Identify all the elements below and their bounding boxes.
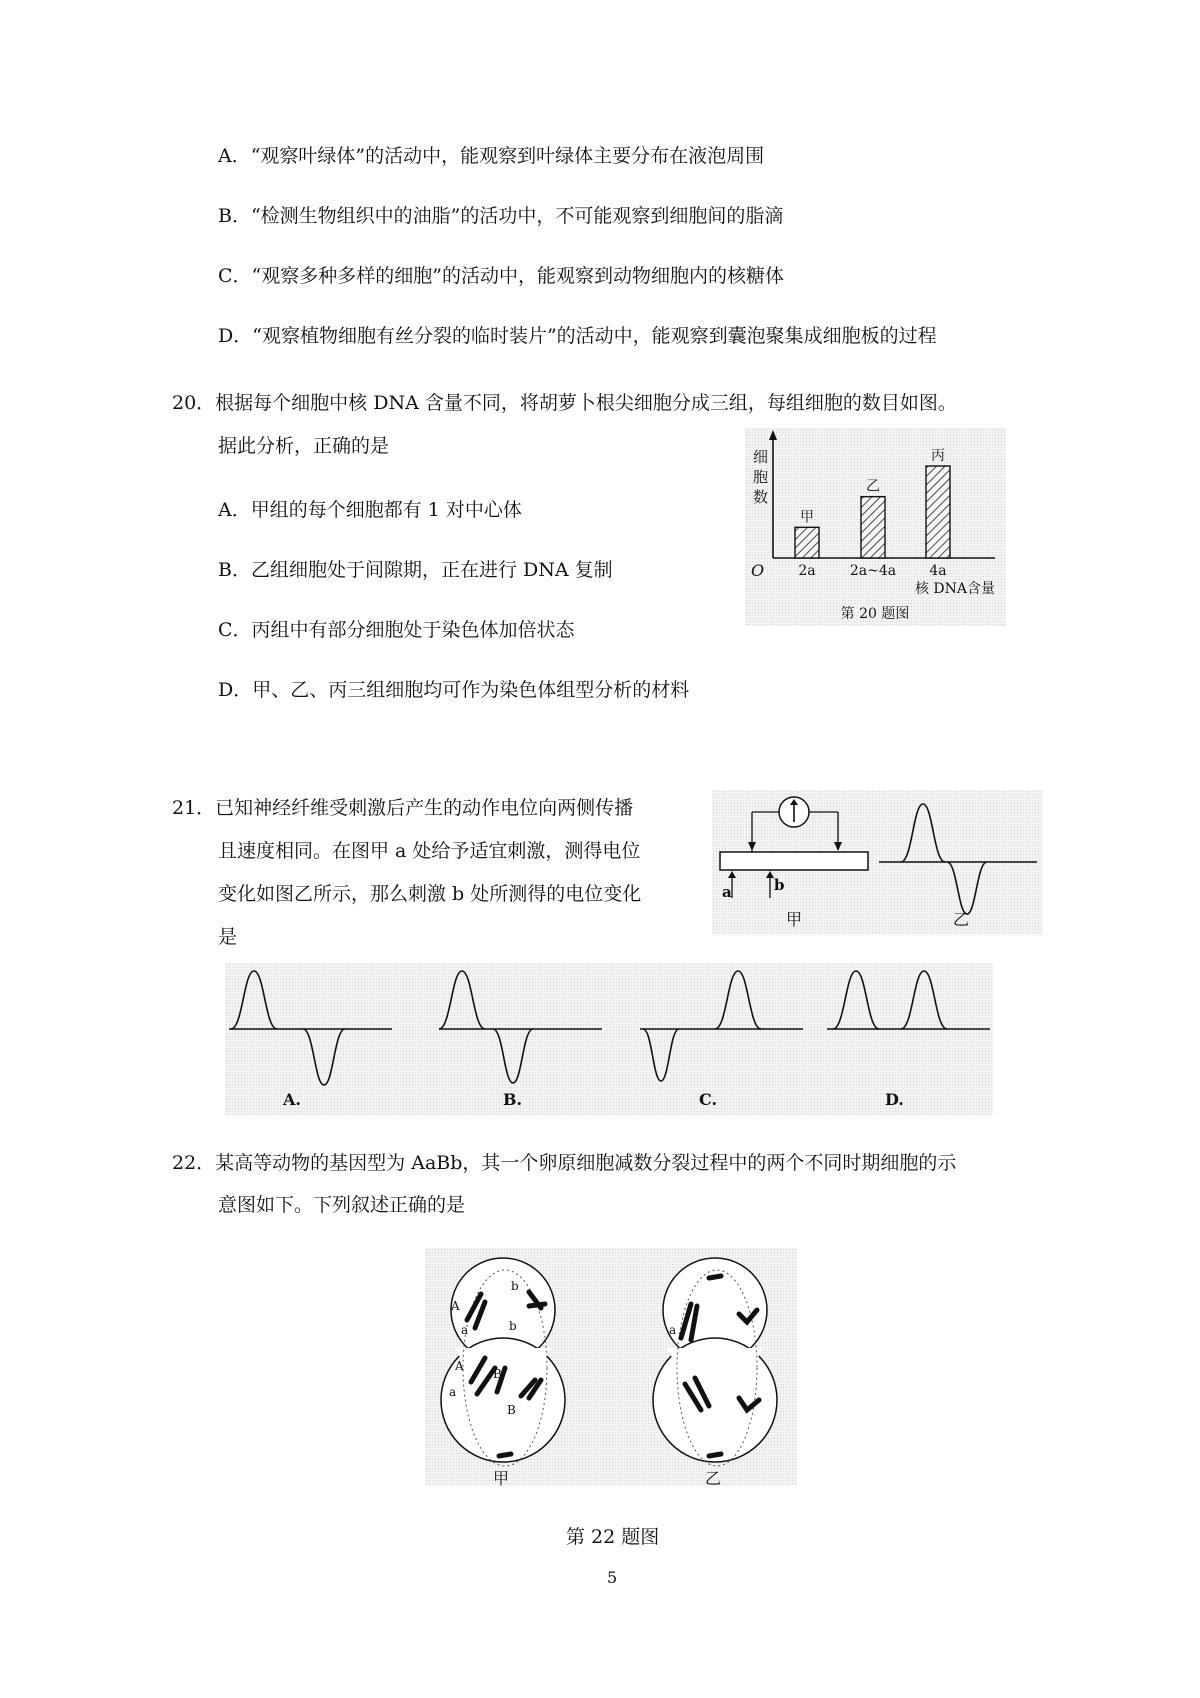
- q20-option-b: B．乙组细胞处于间隙期，正在进行 DNA 复制: [218, 559, 613, 581]
- bar-label: 乙: [866, 478, 880, 495]
- q20-option-d: D．甲、乙、丙三组细胞均可作为染色体组型分析的材料: [218, 679, 690, 701]
- bar-2a: [795, 527, 819, 558]
- cell-yi-label: 乙: [705, 1469, 722, 1486]
- q19-option-c: C．“观察多种多样的细胞”的活动中，能观察到动物细胞内的核糖体: [218, 265, 784, 287]
- x-tick-label: 2a: [798, 563, 816, 579]
- choice-d-wave: [833, 971, 947, 1029]
- q20-bars: [795, 448, 950, 579]
- bar-label: 丙: [931, 448, 945, 464]
- bar-4a: [926, 466, 950, 558]
- figure-yi-label: 乙: [953, 910, 970, 929]
- cell-yi-gene: a: [669, 1323, 677, 1337]
- point-b-label: b: [774, 876, 785, 894]
- svg-text:Aa bb Aa: Aa b b A a BB: [449, 1279, 519, 1417]
- q20-chart: [745, 428, 1006, 626]
- q21-stem-line2: 且速度相同。在图甲 a 处给予适宜刺激，测得电位: [218, 840, 641, 862]
- choice-a-label: A.: [283, 1090, 301, 1109]
- q22-figure: [425, 1248, 797, 1486]
- q22-stem-line2: 意图如下。下列叙述正确的是: [218, 1194, 466, 1216]
- q19-option-b: B．“检测生物组织中的油脂”的活功中，不可能观察到细胞间的脂滴: [218, 205, 784, 227]
- q22-figure-caption: 第 22 题图: [566, 1526, 660, 1548]
- q21-stem-line3: 变化如图乙所示，那么刺激 b 处所测得的电位变化: [218, 883, 642, 905]
- x-tick-label: 4a: [929, 563, 947, 579]
- cell-jia: [441, 1258, 565, 1486]
- cell-yi: [653, 1258, 777, 1486]
- q22-stem-line1: 22．某高等动物的基因型为 AaBb，其一个卵原细胞减数分裂过程中的两个不同时期细胞的示: [172, 1152, 957, 1174]
- nerve-fiber: [720, 852, 868, 870]
- q20-option-c: C．丙组中有部分细胞处于染色体加倍状态: [218, 619, 575, 641]
- q20-option-a: A．甲组的每个细胞都有 1 对中心体: [218, 499, 522, 521]
- bar-label: 甲: [800, 509, 814, 526]
- choice-c-label: C.: [699, 1090, 718, 1109]
- origin-label: O: [751, 561, 765, 580]
- q20-stem-line2: 据此分析，正确的是: [218, 435, 390, 457]
- q21-figure-yi: [875, 790, 1042, 935]
- page-number: 5: [607, 1568, 618, 1587]
- q21-stem-line1: 21．已知神经纤维受刺激后产生的动作电位向两侧传播: [172, 797, 634, 819]
- q19-option-d: D．“观察植物细胞有丝分裂的临时装片”的活动中，能观察到囊泡聚集成细胞板的过程: [218, 325, 937, 347]
- cell-jia-label: 甲: [493, 1469, 510, 1486]
- y-axis-label: 细胞数: [753, 448, 769, 506]
- q21-choices-figure: [225, 963, 993, 1115]
- bar-2a~4a: [861, 497, 885, 558]
- choice-c-wave: [643, 971, 761, 1081]
- x-tick-label: 2a~4a: [849, 563, 897, 579]
- q21-figure-jia: [712, 790, 879, 935]
- q20-chart-svg: [745, 428, 1006, 626]
- q21-stem-line4: 是: [218, 926, 238, 948]
- figure-jia-label: 甲: [786, 910, 803, 929]
- point-a-label: a: [722, 883, 732, 901]
- y-axis-arrow: [769, 430, 777, 440]
- choice-a-wave: [231, 971, 345, 1085]
- q20-figure-caption: 第 20 题图: [840, 606, 910, 622]
- x-axis-label: 核 DNA含量: [914, 581, 995, 597]
- q19-option-a: A．“观察叶绿体”的活动中，能观察到叶绿体主要分布在液泡周围: [218, 145, 765, 167]
- choice-b-label: B.: [503, 1090, 523, 1109]
- choice-d-label: D.: [885, 1090, 904, 1109]
- potential-wave-yi: [901, 804, 987, 914]
- q20-stem-line1: 20．根据每个细胞中核 DNA 含量不同，将胡萝卜根尖细胞分成三组，每组细胞的数目如图。: [172, 392, 957, 414]
- choice-b-wave: [439, 971, 533, 1083]
